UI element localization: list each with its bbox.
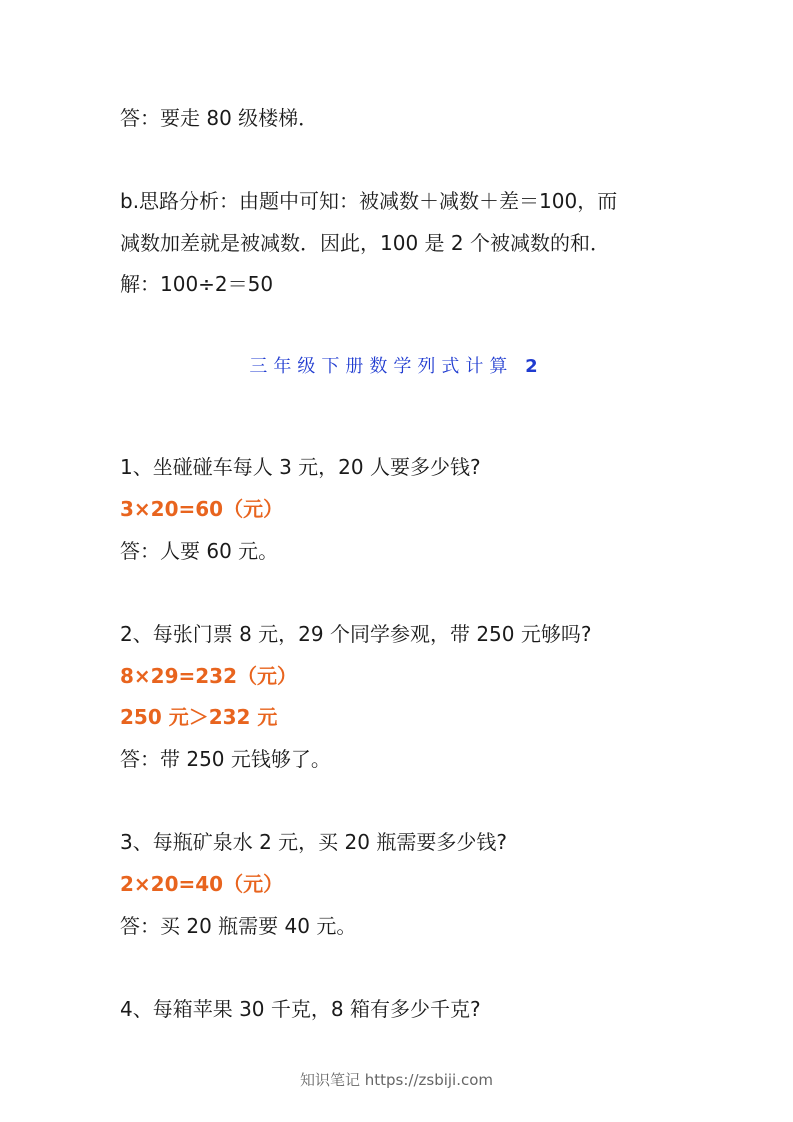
analysis-line-1: b.思路分析：由题中可知：被减数＋减数＋差＝100，而 <box>120 189 618 213</box>
problem-3-work: 2×20=40（元） <box>120 872 284 896</box>
problem-1-answer: 答：人要 60 元。 <box>120 539 279 563</box>
problem-2-question: 2、每张门票 8 元，29 个同学参观，带 250 元够吗? <box>120 622 592 646</box>
problem-2-work-1: 8×29=232（元） <box>120 664 298 688</box>
answer-line-stairs: 答：要走 80 级楼梯． <box>120 106 319 130</box>
solution-line: 解：100÷2＝50 <box>120 272 274 296</box>
problem-3-answer: 答：买 20 瓶需要 40 元。 <box>120 914 357 938</box>
problem-4-question: 4、每箱苹果 30 千克，8 箱有多少千克? <box>120 997 481 1021</box>
section-title <box>0 354 793 380</box>
problem-2-answer: 答：带 250 元钱够了。 <box>120 747 331 771</box>
footer-watermark: 知识笔记 https://zsbiji.com <box>299 1071 494 1089</box>
section-title-text: 三年级下册数学列式计算 <box>249 356 514 377</box>
analysis-line-2: 减数加差就是被减数．因此，100 是 2 个被减数的和． <box>120 231 610 255</box>
problem-1-question: 1、坐碰碰车每人 3 元，20 人要多少钱? <box>120 455 481 479</box>
problem-2-work-2: 250 元＞232 元 <box>120 705 278 729</box>
problem-3-question: 3、每瓶矿泉水 2 元，买 20 瓶需要多少钱? <box>120 830 507 854</box>
section-title-number: 2 <box>525 356 544 377</box>
problem-1-work: 3×20=60（元） <box>120 497 284 521</box>
